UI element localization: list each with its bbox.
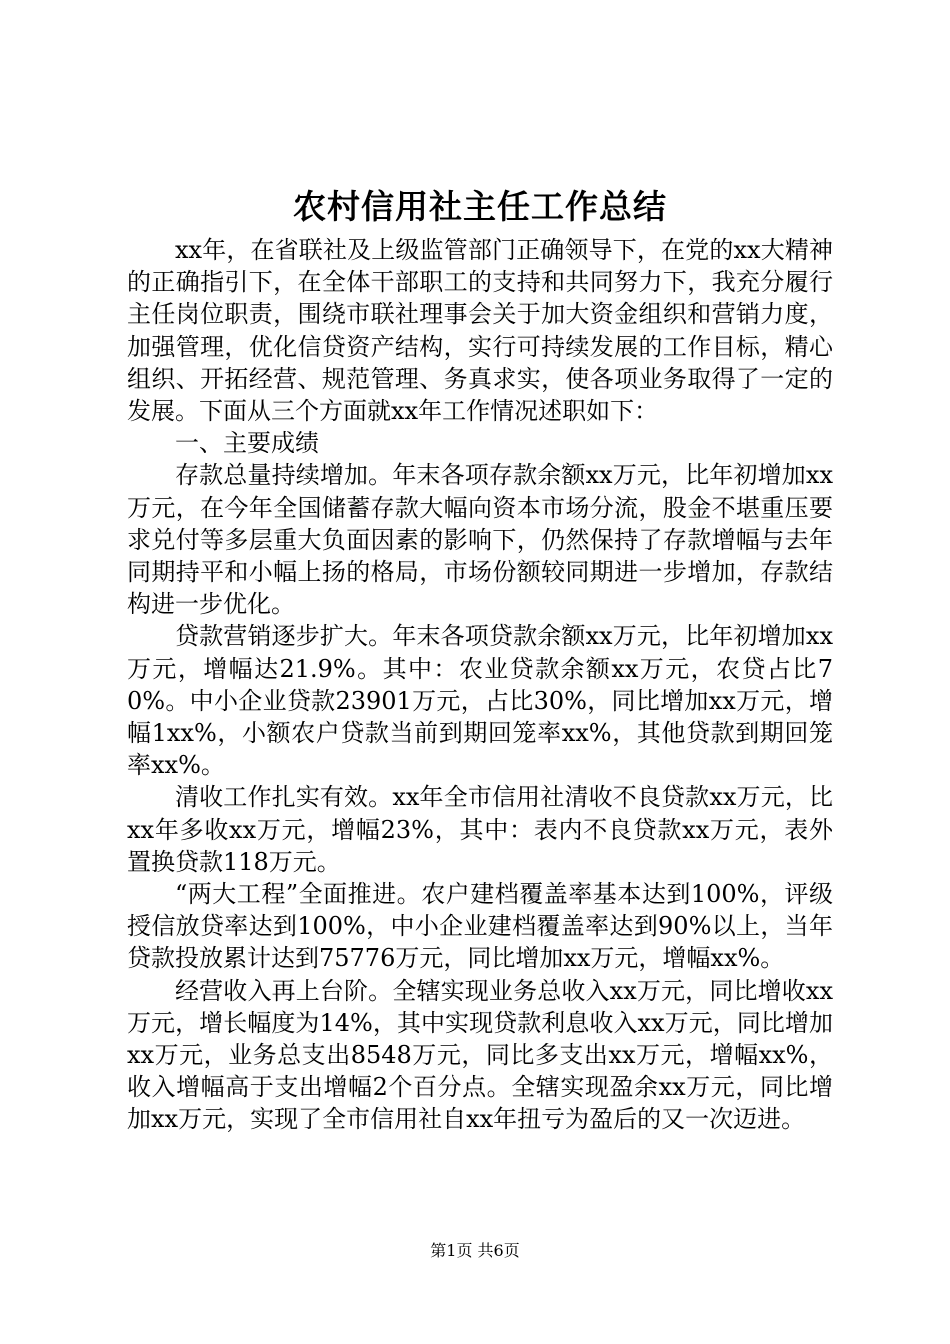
section-heading-main-achievements: 一、主要成绩	[175, 429, 319, 458]
document-page	[127, 182, 833, 1136]
paragraph-revenue: 经营收入再上台阶。全辖实现业务总收入xx万元，同比增收xx万元，增长幅度为14%，其中实现贷款利息收入xx万元，同比增加xx万元，业务总支出8548万元，同比多支出xx万元，增幅xx%，收入增幅高于支出增幅2个百分点。全辖实现盈余xx万元，同比增加xx万元，实现了全市信用社自xx年扭亏为盈后的又一次迈进。	[127, 976, 833, 1134]
paragraph-intro: xx年，在省联社及上级监管部门正确领导下，在党的xx大精神的正确指引下，在全体干部职工的支持和共同努力下，我充分履行主任岗位职责，围绕市联社理事会关于加大资金组织和营销力度，加强管理，优化信贷资产结构，实行可持续发展的工作目标，精心组织、开拓经营、规范管理、务真求实，使各项业务取得了一定的发展。下面从三个方面就xx年工作情况述职如下：	[127, 236, 833, 426]
paragraph-two-projects: “两大工程”全面推进。农户建档覆盖率基本达到100%，评级授信放贷率达到100%，中小企业建档覆盖率达到90%以上，当年贷款投放累计达到75776万元，同比增加xx万元，增幅xx%。	[127, 880, 833, 973]
page-number-footer: 第1页 共6页	[430, 1241, 520, 1260]
paragraph-collection: 清收工作扎实有效。xx年全市信用社清收不良贷款xx万元，比xx年多收xx万元，增幅23%，其中：表内不良贷款xx万元，表外置换贷款118万元。	[127, 783, 833, 876]
paragraph-deposits: 存款总量持续增加。年末各项存款余额xx万元，比年初增加xx万元，在今年全国储蓄存款大幅向资本市场分流，股金不堪重压要求兑付等多层重大负面因素的影响下，仍然保持了存款增幅与去年同期持平和小幅上扬的格局，市场份额较同期进一步增加，存款结构进一步优化。	[127, 461, 833, 619]
document-title: 农村信用社主任工作总结	[293, 187, 667, 226]
paragraph-loans: 贷款营销逐步扩大。年末各项贷款余额xx万元，比年初增加xx万元，增幅达21.9%。其中：农业贷款余额xx万元，农贷占比70%。中小企业贷款23901万元，占比30%，同比增加xx万元，增幅1xx%，小额农户贷款当前到期回笼率xx%，其他贷款到期回笼率xx%。	[127, 622, 833, 780]
